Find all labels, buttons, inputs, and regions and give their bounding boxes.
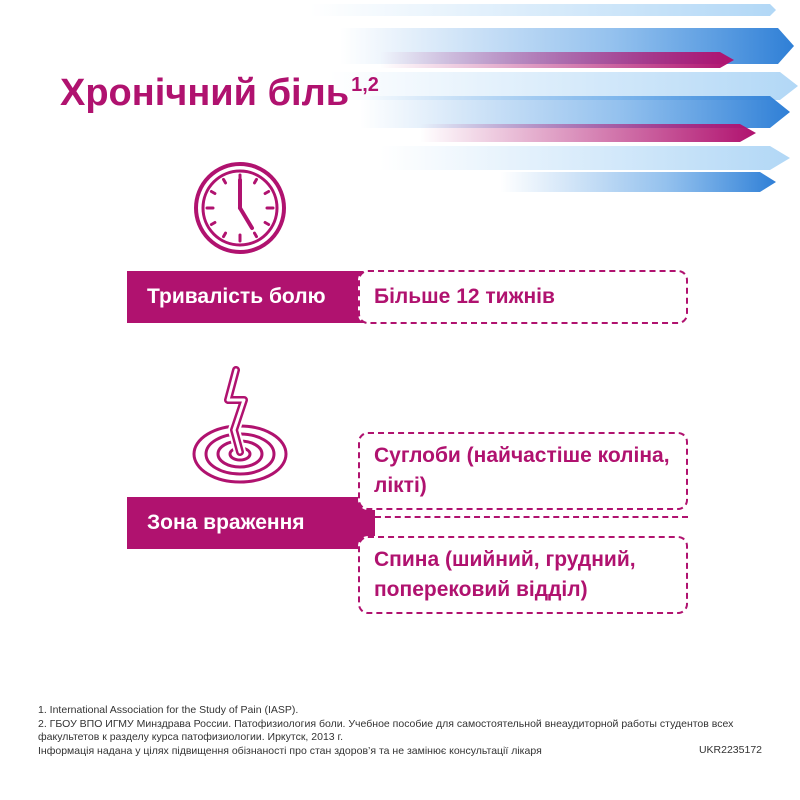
duration-value-box (358, 270, 688, 324)
footnotes (38, 704, 758, 758)
arrow-stripe (380, 146, 790, 170)
document-code: UKR2235172 (698, 744, 762, 756)
zone-label: Зона враження (127, 497, 375, 549)
duration-value: Більше 12 тижнів (374, 285, 555, 308)
zone-joints-text: Суглоби (найчастіше коліна, лікті) (374, 444, 670, 497)
clock-icon (190, 158, 290, 258)
zone-back-box (358, 536, 688, 614)
footnote-1: 1. International Association for the Study of Pain (IASP). (38, 704, 299, 716)
page-title (60, 74, 379, 112)
disclaimer: Інформація надана у цілях підвищення обізнаності про стан здоров’я та не замінює консультації лікаря (38, 744, 542, 757)
duration-label: Тривалість болю (127, 271, 375, 323)
title-footnote-ref: 1,2 (351, 74, 379, 97)
title-text: Хронічний біль (60, 72, 350, 114)
zone-back-text: Спина (шийний, грудний, поперековий відділ) (374, 548, 636, 601)
arrow-stripe (330, 72, 798, 100)
arrow-stripe (500, 172, 776, 192)
footnote-2: 2. ГБОУ ВПО ИГМУ Минздрава России. Патофизиология боли. Учебное пособие для самостоятельной внеаудиторной работы студентов всех факультетов к разделу курса патофизиологии. Иркутск, 2013 г. (38, 717, 734, 743)
arrow-stripe (420, 124, 756, 142)
arrow-stripe (360, 96, 790, 128)
zone-connector (375, 516, 688, 518)
arrow-stripe (380, 52, 734, 68)
zone-joints-box (358, 432, 688, 510)
arrow-stripe (310, 4, 776, 16)
pain-target-icon (190, 366, 290, 486)
